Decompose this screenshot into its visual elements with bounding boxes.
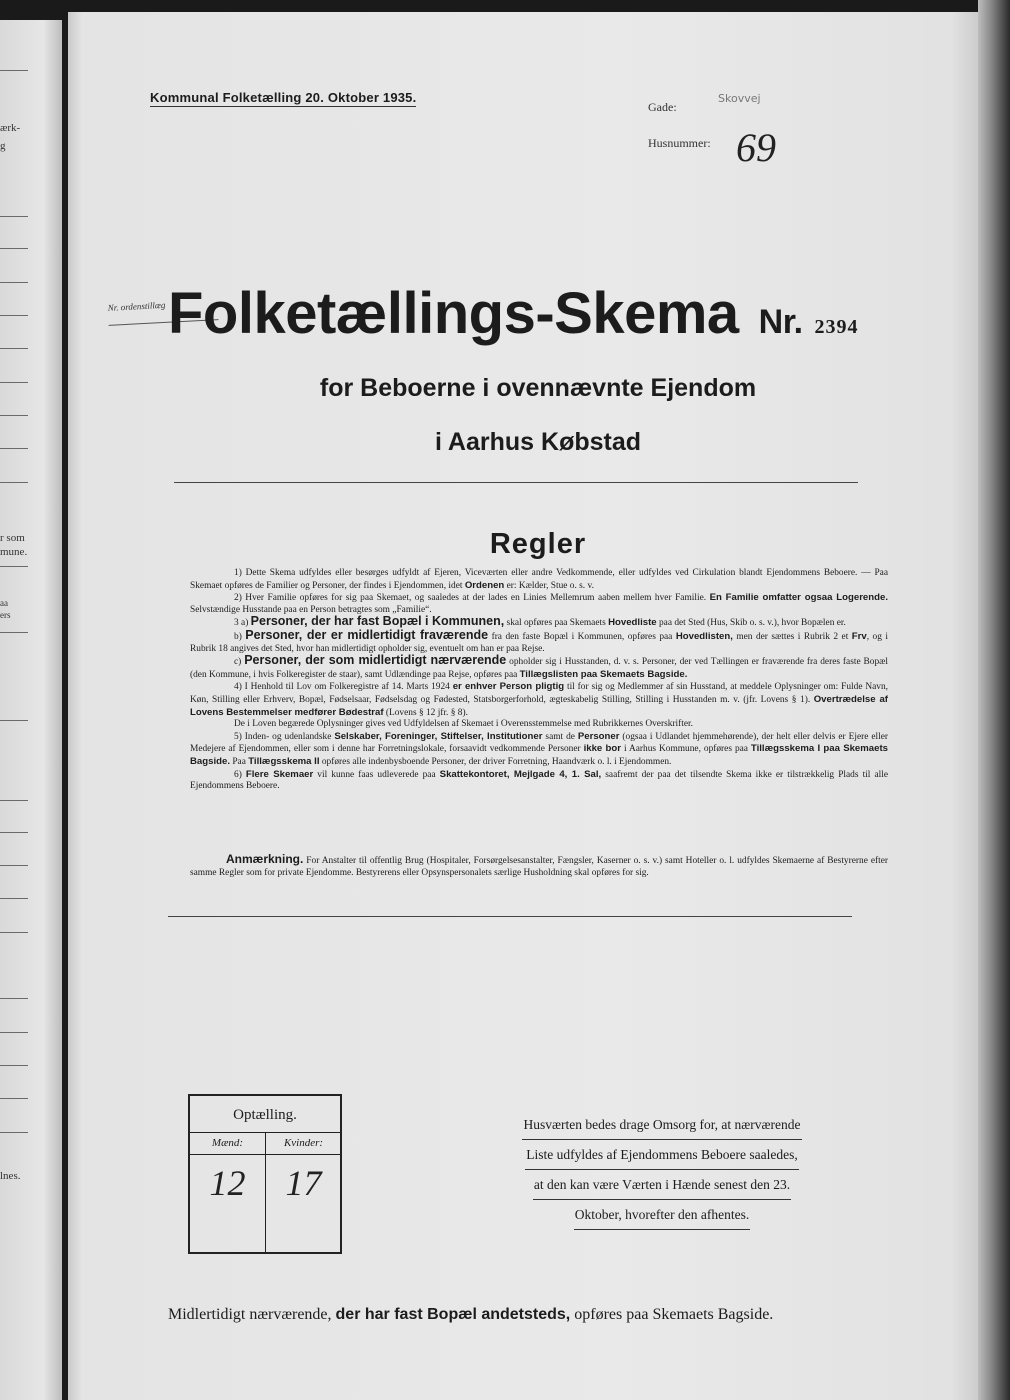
anmaerkning-text: For Anstalter til offentlig Brug (Hospitaler, Forsørgelsesanstalter, Fængsler, Kaserner o. s. v.) samt Hoteller o. l. udfyldes Skemaerne af Bestyrerne efter samme Regler som for private Ejendomme. Bestyrerens eller Opsynspersonalets særlige Husholdning skal opføres for sig. — [190, 856, 888, 878]
divider — [0, 282, 28, 283]
page-edge — [978, 0, 1010, 1400]
anmaerkning — [190, 854, 888, 880]
rule-6: 6) Flere Skemaer vil kunne faas udleverede paa Skattekontoret, Mejlgade 4, 1. Sal, saafremt der paa det tilsendte Skema ikke er tilstrækkelig Plads til alle Ejendommens Beboere. — [190, 768, 888, 792]
divider — [0, 1065, 28, 1066]
left-page-fragment: aa — [0, 598, 8, 608]
rule-3a: 3 a) Personer, der har fast Bopæl i Kommunen, skal opføres paa Skemaets Hovedliste paa det Sted (Hus, Skib o. s. v.), hvor Bopælen er. — [234, 614, 846, 629]
rule-2: 2) Hver Familie opføres for sig paa Skemaet, og saaledes at der lades en Linies Mellemrum aaben mellem hver Familie. En Familie omfatter ogsaa Logerende. Selvstændige Husstande paa en Person betragtes som „Familie“. — [190, 592, 888, 615]
divider — [0, 800, 28, 801]
census-header-title: Kommunal Folketælling 20. Oktober 1935. — [150, 90, 417, 105]
divider — [0, 70, 28, 71]
divider — [0, 382, 28, 383]
left-page-fragment: g — [0, 140, 6, 152]
divider — [0, 832, 28, 833]
divider — [0, 248, 28, 249]
rule-3b: b) Personer, der er midlertidigt fraværende fra den faste Bopæl i Kommunen, opføres paa Hovedlisten, men der sættes i Rubrik 2 et Frv, og i Rubrik 18 angives det Sted, hvor han midlertidigt opholder sig, eventuelt om han er paa Rejse. — [190, 627, 889, 654]
rule-3c: c) Personer, der som midlertidigt nærværende opholder sig i Husstanden, d. v. s. Personer, der ved Tællingen er fraværende fra deres faste Bopæl (den Kommune, i hvis Folkeregister de staar), samt Udlændinge paa Rejse, opføres paa Tillægslisten paa Skemaets Bagside. — [190, 653, 888, 680]
rule-4: 4) I Henhold til Lov om Folkeregistre af 14. Marts 1924 er enhver Person pligtig til for sig og Medlemmer af sin Husstand, at meddele Oplysninger om: Fulde Navn, Køn, Stilling eller Erhverv, Bopæl, Fødselsaar, Fødselsdag og Fødested, Statsborgerforhold, ægteskabelig Stilling, Stilling i Husstanden m. v. (jfr. Lovens § 1). Overtrædelse af Lovens Bestemmelser medfører Bødestraf (Lovens § 12 jfr. § 8). — [190, 681, 889, 718]
count-maend-label: Mænd: — [190, 1132, 265, 1155]
divider — [0, 348, 28, 349]
count-box — [188, 1094, 342, 1254]
divider — [0, 632, 28, 633]
divider — [0, 448, 28, 449]
rule-1: 1) Dette Skema udfyldes eller besørges udfyldt af Ejeren, Viceværten eller andre Vedkommende, eller udfyldes ved Cirkulation blandt Ejendommens Beboere. — Paa Skemaet opføres de Familier og Personer, der findes i Ejendommen, idet Ordenen er: Kælder, Stue o. s. v. — [190, 568, 888, 591]
count-box-title: Optælling. — [190, 1096, 340, 1133]
divider — [0, 415, 28, 416]
rules-body — [190, 568, 888, 793]
count-maend-value: 12 — [209, 1163, 246, 1203]
handwritten-stamp: Nr. ordenstillæg — [107, 297, 218, 326]
husnummer-value: 69 — [736, 125, 776, 170]
landlord-notice — [486, 1110, 838, 1230]
gade-label: Gade: — [648, 100, 677, 114]
divider — [0, 1032, 28, 1033]
divider — [168, 916, 852, 917]
count-kvinder-column — [265, 1132, 341, 1252]
divider — [0, 898, 28, 899]
left-page-fragment: lnes. — [0, 1170, 21, 1182]
form-subtitle-2: i Aarhus Købstad — [434, 428, 642, 456]
divider — [0, 315, 28, 316]
left-page-fragment: ærk- — [0, 122, 21, 134]
census-form-page — [68, 12, 988, 1400]
count-maend-column — [190, 1132, 265, 1252]
notice-line: Husværten bedes drage Omsorg for, at nærværende — [522, 1110, 801, 1140]
form-subtitle-1: for Beboerne i ovennævnte Ejendom — [319, 374, 757, 402]
divider — [0, 1132, 28, 1133]
gade-value: Skovvej — [718, 92, 761, 105]
form-title — [168, 280, 859, 347]
form-nr-label: Nr. — [758, 303, 803, 341]
footer-note: Midlertidigt nærværende, der har fast Bopæl andetsteds, opføres paa Skemaets Bagside. — [168, 1306, 774, 1323]
form-number: 2394 — [814, 316, 859, 338]
notice-line: Oktober, hvorefter den afhentes. — [574, 1200, 751, 1230]
rule-5: 5) Inden- og udenlandske Selskaber, Foreninger, Stiftelser, Institutioner samt de Personer (ogsaa i Udlandet hjemmehørende), der helt eller delvis er Ejere eller Medejere af Ejendommen, eller som i denne har Forretningslokale, forsaavidt vedkommende Personer ikke bor i Aarhus Kommune, opføres paa Tillægsskema I paa Skemaets Bagside. Paa Tillægsskema II opføres alle indenbysboende Personer, der driver Forretning, Haandværk o. l. i Ejendommen. — [190, 730, 888, 767]
divider — [0, 865, 28, 866]
divider — [174, 482, 858, 483]
notice-line: at den kan være Værten i Hænde senest den 23. — [533, 1170, 791, 1200]
rule-4-note: De i Loven begærede Oplysninger gives ved Udfyldelsen af Skemaet i Overensstemmelse med Rubrikkernes Overskrifter. — [234, 719, 693, 730]
husnummer-label: Husnummer: — [648, 136, 711, 150]
anmaerkning-label: Anmærkning. — [226, 852, 304, 866]
count-kvinder-label: Kvinder: — [266, 1132, 341, 1155]
divider — [0, 566, 28, 567]
divider — [0, 482, 28, 483]
left-page-fragment: mune. — [0, 546, 28, 558]
notice-line: Liste udfyldes af Ejendommens Beboere saaledes, — [525, 1140, 798, 1170]
left-page-edge — [0, 20, 62, 1400]
form-title-main: Folketællings-Skema — [168, 281, 739, 346]
divider — [0, 998, 28, 999]
regler-heading: Regler — [489, 528, 587, 560]
divider — [0, 216, 28, 217]
divider — [0, 720, 28, 721]
count-kvinder-value: 17 — [285, 1163, 322, 1203]
divider — [0, 1098, 28, 1099]
left-page-fragment: r som — [0, 532, 25, 544]
divider — [0, 932, 28, 933]
left-page-fragment: ers — [0, 610, 11, 620]
